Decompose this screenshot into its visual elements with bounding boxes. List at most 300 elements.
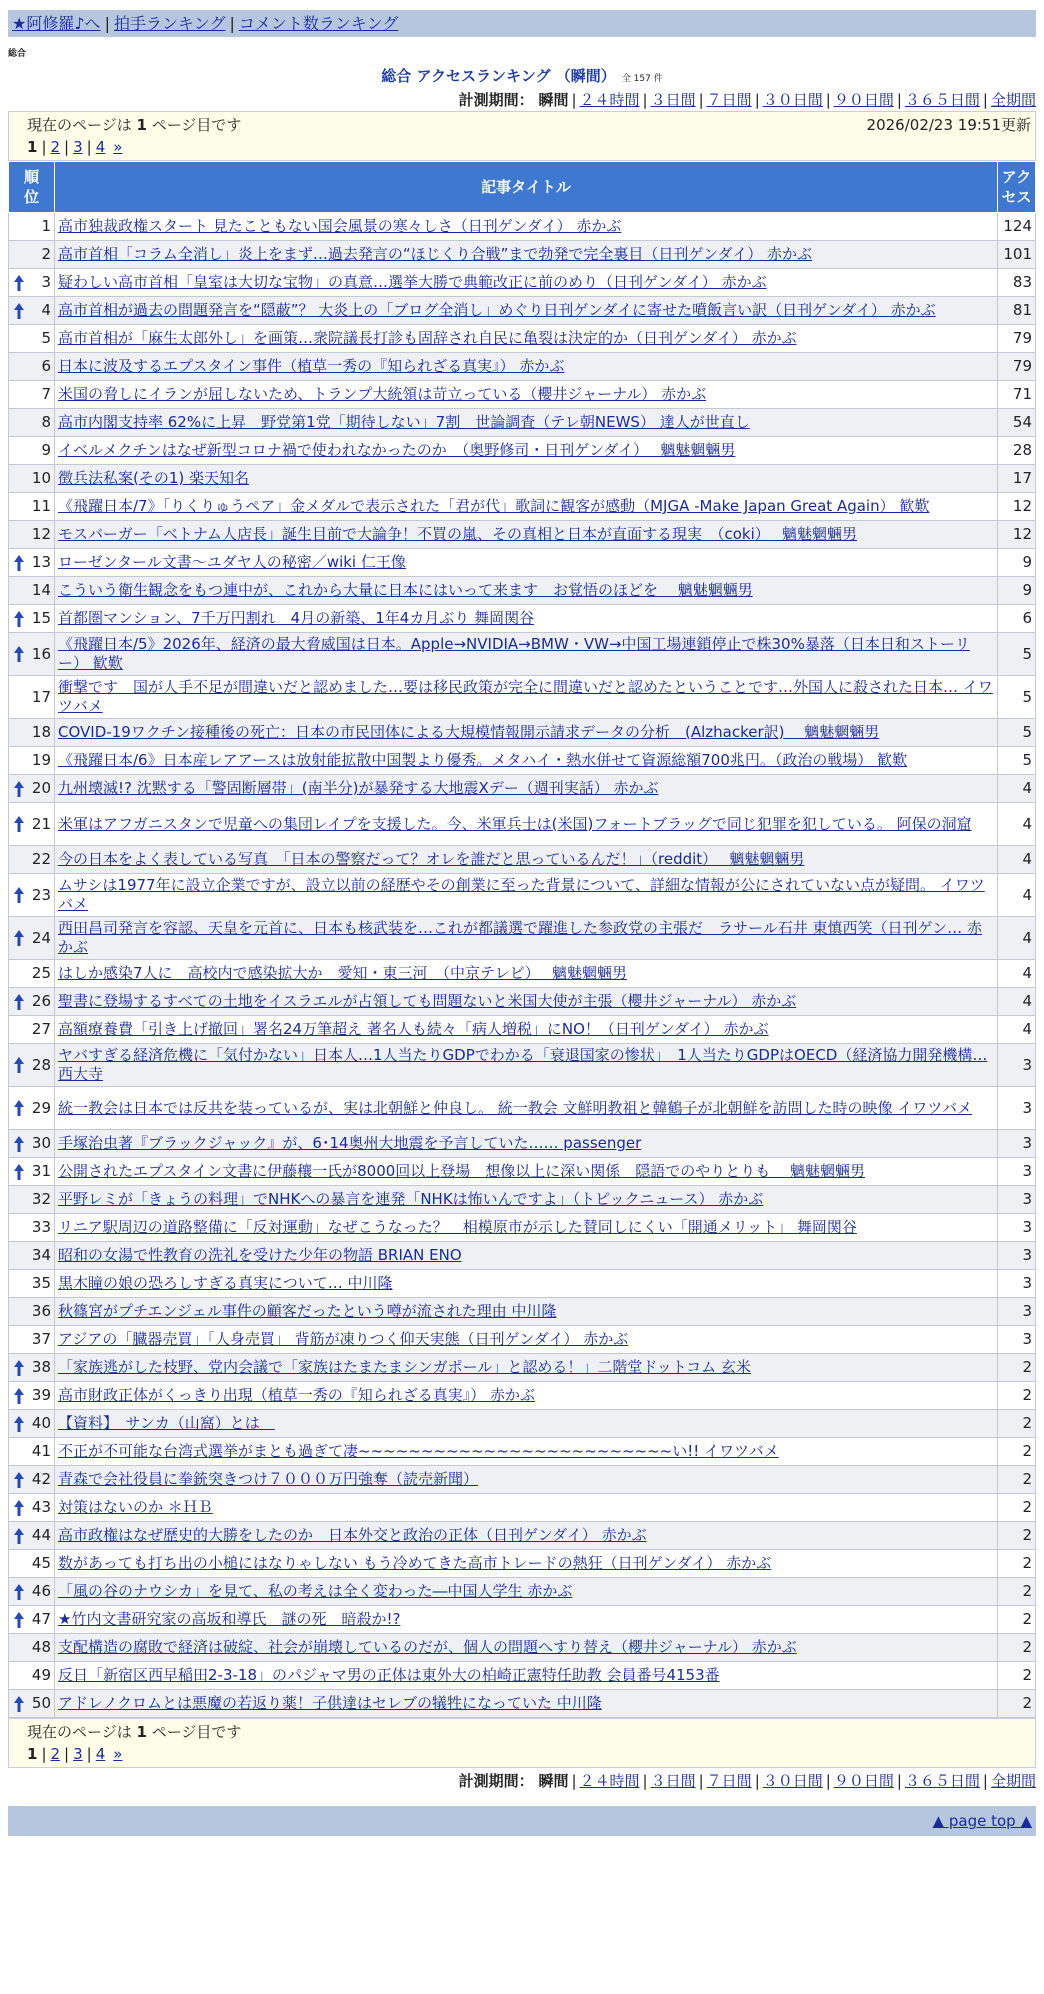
period-current: 瞬間	[538, 91, 569, 109]
table-row	[9, 1606, 1036, 1634]
rank-cell	[9, 917, 55, 960]
title-cell	[55, 960, 998, 988]
table-row	[9, 381, 1036, 409]
article-title-link[interactable]: 手塚治虫著『ブラックジャック』が、6･14奥州大地震を予言していた…… passenger	[58, 1134, 642, 1152]
table-row	[9, 1690, 1036, 1718]
access-count: 2	[998, 1522, 1036, 1550]
article-title-link[interactable]: 《飛躍日本/7》「りくりゅうペア」金メダルで表示された「君が代」歌詞に観客が感動（MJGA -Make Japan Great Again） 歓歎	[58, 497, 930, 515]
rank-number: 8	[41, 413, 51, 431]
title-cell	[55, 1438, 998, 1466]
rank-up-arrow-icon	[13, 780, 25, 798]
rank-cell	[9, 381, 55, 409]
rank-number: 44	[31, 1526, 51, 1544]
article-title-link[interactable]: 高市独裁政権スタート 見たこともない国会風景の寒々しさ（日刊ゲンダイ） 赤かぶ	[58, 217, 622, 235]
table-row	[9, 605, 1036, 633]
page-top-link[interactable]: ▲ page top ▲	[932, 1812, 1032, 1830]
article-title-link[interactable]: 高市政権はなぜ歴史的大勝をしたのか 日本外交と政治の正体（日刊ゲンダイ） 赤かぶ	[58, 1526, 647, 1544]
rank-number: 6	[41, 357, 51, 375]
access-count: 79	[998, 353, 1036, 381]
title-cell	[55, 1494, 998, 1522]
article-title-link[interactable]: 数があっても打ち出の小槌にはなりゃしない もう冷めてきた高市トレードの熱狂（日刊ゲンダイ） 赤かぶ	[58, 1554, 772, 1572]
article-title-link[interactable]: 高市財政正体がくっきり出現（植草一秀の『知られざる真実』） 赤かぶ	[58, 1386, 535, 1404]
title-cell	[55, 803, 998, 846]
table-row	[9, 297, 1036, 325]
rank-cell	[9, 1494, 55, 1522]
article-title-link[interactable]: こういう衛生観念をもつ連中が、これから大量に日本にはいって来ます お覚悟のほどを 魑魅魍魎男	[58, 581, 753, 599]
article-title-link[interactable]: 【資料】 サンカ（山窩）とは	[58, 1414, 275, 1432]
rank-number: 37	[31, 1330, 51, 1348]
access-count: 2	[998, 1354, 1036, 1382]
page-link-4[interactable]: 4	[95, 1745, 106, 1763]
rank-number: 5	[41, 329, 51, 347]
access-count: 2	[998, 1578, 1036, 1606]
title-cell	[55, 1270, 998, 1298]
access-count: 3	[998, 1158, 1036, 1186]
rank-cell	[9, 1130, 55, 1158]
title-cell	[55, 605, 998, 633]
rank-up-arrow-icon	[13, 1387, 25, 1405]
rank-up-arrow-icon	[13, 610, 25, 628]
article-title-link[interactable]: 日本に波及するエプスタイン事件（植草一秀の『知られざる真実』） 赤かぶ	[58, 357, 565, 375]
table-row	[9, 1382, 1036, 1410]
article-title-link[interactable]: 高市首相が過去の問題発言を“隠蔽”？ 大炎上の「ブログ全消し」めぐり日刊ゲンダイに寄せた噴飯言い訳（日刊ゲンダイ） 赤かぶ	[58, 301, 936, 319]
rank-number: 23	[31, 885, 51, 904]
table-row	[9, 549, 1036, 577]
rank-up-arrow-icon	[13, 993, 25, 1011]
access-count: 12	[998, 493, 1036, 521]
page-current: 1	[27, 1745, 38, 1763]
rank-cell	[9, 1606, 55, 1634]
access-count: 6	[998, 605, 1036, 633]
article-title-link[interactable]: 首都圏マンション、7千万円割れ 4月の新築、1年4カ月ぶり 舞岡関谷	[58, 609, 535, 627]
ranking-table-body	[9, 213, 1036, 1718]
article-title-link[interactable]: 青森で会社役員に拳銃突きつけ７０００万円強奪（読売新聞）	[58, 1470, 479, 1488]
access-count: 4	[998, 846, 1036, 874]
access-count: 71	[998, 381, 1036, 409]
title-cell	[55, 917, 998, 960]
rank-cell	[9, 1270, 55, 1298]
table-row	[9, 1354, 1036, 1382]
table-row	[9, 1578, 1036, 1606]
article-title-link[interactable]: 衝撃です 国が人手不足が間違いだと認めました…要は移民政策が完全に間違いだと認めたということです…外国人に殺された日本… イワツバメ	[58, 678, 993, 715]
title-cell	[55, 1522, 998, 1550]
rank-cell	[9, 437, 55, 465]
rank-up-arrow-icon	[13, 1471, 25, 1489]
rank-up-arrow-icon	[13, 929, 25, 947]
rank-number: 41	[31, 1442, 51, 1460]
rank-number: 24	[31, 928, 51, 947]
title-cell	[55, 1690, 998, 1718]
rank-cell	[9, 633, 55, 676]
table-row	[9, 1466, 1036, 1494]
article-title-link[interactable]: 今の日本をよく表している写真 「日本の警察だって？オレを誰だと思っているんだ！」（reddit） 魑魅魍魎男	[58, 850, 805, 868]
article-title-link[interactable]: 平野レミが「きょうの料理」でNHKへの暴言を連発「NHKは怖いんですよ」（トピックニュース） 赤かぶ	[58, 1190, 764, 1208]
rank-number: 18	[31, 723, 51, 741]
page-link-3[interactable]: 3	[73, 1745, 83, 1763]
table-row	[9, 1044, 1036, 1087]
table-row	[9, 213, 1036, 241]
nav-separator: |	[104, 14, 110, 33]
rank-number: 16	[31, 644, 51, 663]
rank-number: 1	[41, 217, 51, 235]
page-link-2[interactable]: 2	[50, 1745, 61, 1763]
access-count: 54	[998, 409, 1036, 437]
rank-up-arrow-icon	[13, 645, 25, 663]
access-count: 2	[998, 1662, 1036, 1690]
article-title-link[interactable]: 高市首相「コラム全消し」炎上をまず…過去発言の“ほじくり合戦”まで勃発で完全裏目（日刊ゲンダイ） 赤かぶ	[58, 245, 812, 263]
article-title-link[interactable]: 「家族逃がした枝野、党内会議で「家族はたまたまシンガポール」と認める！」二階堂ドットコム 玄米	[58, 1358, 751, 1376]
title-cell	[55, 1158, 998, 1186]
rank-up-arrow-icon	[13, 1056, 25, 1074]
title-cell	[55, 1606, 998, 1634]
access-count: 2	[998, 1438, 1036, 1466]
access-count: 3	[998, 1214, 1036, 1242]
page-link-2[interactable]: 2	[50, 138, 61, 156]
table-row	[9, 241, 1036, 269]
page-header	[8, 65, 1036, 87]
title-cell	[55, 297, 998, 325]
access-count: 124	[998, 213, 1036, 241]
title-cell	[55, 1044, 998, 1087]
table-row	[9, 493, 1036, 521]
rank-cell	[9, 325, 55, 353]
article-title-link[interactable]: アドレノクロムとは悪魔の若返り薬！子供達はセレブの犠牲になっていた 中川隆	[58, 1694, 602, 1712]
access-count: 3	[998, 1130, 1036, 1158]
rank-cell	[9, 549, 55, 577]
article-title-link[interactable]: イベルメクチンはなぜ新型コロナ禍で使われなかったのか （奥野修司・日刊ゲンダイ） 魑魅魍魎男	[58, 441, 736, 459]
table-row	[9, 1634, 1036, 1662]
rank-cell	[9, 269, 55, 297]
period-label: 計測期間：	[458, 1772, 534, 1790]
rank-cell	[9, 1242, 55, 1270]
article-title-link[interactable]: 昭和の女湯で性教育の洗礼を受けた少年の物語 BRIAN ENO	[58, 1246, 462, 1264]
article-title-link[interactable]: リニア駅周辺の道路整備に「反対運動」なぜこうなった？ 相模原市が示した賛同しにくい「開通メリット」 舞岡関谷	[58, 1218, 857, 1236]
article-title-link[interactable]: 九州壊滅!? 沈黙する「警固断層帯」(南半分)が暴発する大地震Xデー（週刊実話） 赤かぶ	[58, 779, 659, 797]
rank-number: 27	[31, 1020, 51, 1038]
rank-up-arrow-icon	[13, 1135, 25, 1153]
rank-cell	[9, 1634, 55, 1662]
article-title-link[interactable]: 聖書に登場するすべての土地をイスラエルが占領しても問題ないと米国大使が主張（櫻井ジャーナル） 赤かぶ	[58, 992, 797, 1010]
article-title-link[interactable]: ヤバすぎる経済危機に「気付かない」日本人…1人当たりGDPでわかる「衰退国家の惨状」 1人当たりGDPはOECD（経済協力開発機構… 西大寺	[58, 1046, 988, 1083]
rank-number: 9	[41, 441, 51, 459]
table-header-row	[9, 162, 1036, 213]
column-header-access: アクセス	[998, 162, 1036, 213]
article-title-link[interactable]: 《飛躍日本/5》2026年、経済の最大脅威国は日本。Apple→NVIDIA→BMW・VW→中国工場連鎖停止で株30%暴落（日本日和ストーリー） 歓歎	[58, 635, 970, 672]
rank-number: 31	[31, 1162, 51, 1180]
access-count: 9	[998, 577, 1036, 605]
rank-up-arrow-icon	[13, 1163, 25, 1181]
rank-up-arrow-icon	[13, 274, 25, 292]
access-count: 5	[998, 676, 1036, 719]
rank-cell	[9, 1690, 55, 1718]
period-link-24h[interactable]: ２４時間	[579, 1772, 640, 1790]
title-cell	[55, 1326, 998, 1354]
access-count: 4	[998, 775, 1036, 803]
table-row	[9, 437, 1036, 465]
table-row	[9, 1016, 1036, 1044]
table-row	[9, 846, 1036, 874]
article-title-link[interactable]: 《飛躍日本/6》日本産レアアースは放射能拡散中国製より優秀。メタハイ・熱水併せて資源総額700兆円。（政治の戦場） 歓歎	[58, 751, 908, 769]
article-title-link[interactable]: 対策はないのか ＊ＨＢ	[58, 1498, 213, 1516]
rank-cell	[9, 1578, 55, 1606]
rank-number: 45	[31, 1554, 51, 1572]
rank-cell	[9, 1354, 55, 1382]
article-title-link[interactable]: 黒木瞳の娘の恐ろしすぎる真実について… 中川隆	[58, 1274, 393, 1292]
page-link-4[interactable]: 4	[95, 138, 106, 156]
article-title-link[interactable]: 高市首相が「麻生太郎外し」を画策…衆院議長打診も固辞され自民に亀裂は決定的か（日刊ゲンダイ） 赤かぶ	[58, 329, 797, 347]
period-link-all[interactable]: 全期間	[990, 1772, 1036, 1790]
title-cell	[55, 775, 998, 803]
rank-up-arrow-icon	[13, 1499, 25, 1517]
table-row	[9, 719, 1036, 747]
rank-number: 39	[31, 1386, 51, 1404]
period-link-24h[interactable]: ２４時間	[579, 91, 640, 109]
rank-cell	[9, 1044, 55, 1087]
article-title-link[interactable]: COVID-19ワクチン接種後の死亡：日本の市民団体による大規模情報開示請求データの分析 (Alzhacker訳) 魑魅魍魎男	[58, 723, 880, 741]
rank-number: 20	[31, 779, 51, 797]
column-header-title: 記事タイトル	[55, 162, 998, 213]
access-count: 3	[998, 1298, 1036, 1326]
article-title-link[interactable]: 秋篠宮がプチエンジェル事件の顧客だったという噂が流された理由 中川隆	[58, 1302, 557, 1320]
rank-cell	[9, 1214, 55, 1242]
rank-number: 50	[31, 1694, 51, 1712]
rank-up-arrow-icon	[13, 1695, 25, 1713]
rank-number: 4	[41, 301, 51, 319]
period-selector-top: 計測期間： 瞬間 | ２４時間 | ３日間 | ７日間 | ３０日間 | ９０日間 | ３６５日間 | 全期間	[458, 91, 1036, 109]
title-cell	[55, 465, 998, 493]
article-title-link[interactable]: アジアの「臓器売買」「人身売買」 背筋が凍りつく仰天実態（日刊ゲンダイ） 赤かぶ	[58, 1330, 629, 1348]
title-cell	[55, 1466, 998, 1494]
rank-number: 21	[31, 814, 51, 833]
article-title-link[interactable]: 西田昌司発言を容認、天皇を元首に、日本も核武装を…これが都議選で躍進した参政党の主張だ ラサール石井 東慎西笑（日刊ゲン… 赤かぶ	[58, 919, 982, 956]
rank-number: 15	[31, 609, 51, 627]
page-next-link[interactable]: »	[113, 138, 123, 156]
table-row	[9, 1130, 1036, 1158]
pagination-top: 1 | 2 | 3 | 4 »	[27, 138, 123, 156]
rank-number: 40	[31, 1414, 51, 1432]
title-cell	[55, 213, 998, 241]
table-row	[9, 1186, 1036, 1214]
page-title: 総合 アクセスランキング （瞬間）	[381, 67, 616, 85]
title-cell	[55, 1130, 998, 1158]
article-title-link[interactable]: 米国の脅しにイランが屈しないため、トランプ大統領は苛立っている（櫻井ジャーナル） 赤かぶ	[58, 385, 707, 403]
access-count: 4	[998, 874, 1036, 917]
rank-cell	[9, 465, 55, 493]
article-title-link[interactable]: 「風の谷のナウシカ」を見て、私の考えは全く変わった―中国人学生 赤かぶ	[58, 1582, 573, 1600]
nav-link-ashura[interactable]: ★阿修羅♪へ	[12, 14, 101, 33]
table-row	[9, 1522, 1036, 1550]
access-count: 2	[998, 1550, 1036, 1578]
access-count: 4	[998, 960, 1036, 988]
article-title-link[interactable]: 米軍はアフガニスタンで児童への集団レイプを支援した。今、米軍兵士は(米国)フォートブラッグで同じ犯罪を犯している。 阿保の洞窟	[58, 814, 972, 833]
article-title-link[interactable]: 反日「新宿区西早稲田2-3-18」のパジャマ男の正体は東外大の柏崎正憲特任助教 会員番号4153番	[58, 1666, 720, 1684]
table-row	[9, 1242, 1036, 1270]
updated-timestamp: 2026/02/23 19:51更新	[866, 116, 1031, 134]
rank-up-arrow-icon	[13, 1583, 25, 1601]
rank-number: 11	[31, 497, 51, 515]
period-link-7d[interactable]: ７日間	[706, 91, 752, 109]
title-cell	[55, 1242, 998, 1270]
table-row	[9, 465, 1036, 493]
table-row	[9, 409, 1036, 437]
rank-cell	[9, 1382, 55, 1410]
title-cell	[55, 1214, 998, 1242]
title-cell	[55, 409, 998, 437]
title-cell	[55, 353, 998, 381]
ranking-table	[8, 161, 1036, 1718]
rank-cell	[9, 676, 55, 719]
table-row	[9, 1158, 1036, 1186]
access-count: 2	[998, 1410, 1036, 1438]
access-count: 3	[998, 1326, 1036, 1354]
article-title-link[interactable]: 徴兵法私案(その1) 楽天知名	[58, 469, 250, 487]
title-cell	[55, 1634, 998, 1662]
access-count: 101	[998, 241, 1036, 269]
title-cell	[55, 1382, 998, 1410]
rank-cell	[9, 1087, 55, 1130]
rank-cell	[9, 1016, 55, 1044]
rank-number: 3	[41, 273, 51, 291]
table-row	[9, 1087, 1036, 1130]
article-title-link[interactable]: モスバーガー「ベトナム人店長」誕生目前で大論争！不買の嵐、その真相と日本が直面する現実 （coki） 魑魅魍魎男	[58, 525, 858, 543]
rank-cell	[9, 747, 55, 775]
page-next-link[interactable]: »	[113, 1745, 123, 1763]
rank-cell	[9, 1438, 55, 1466]
article-title-link[interactable]: 統一教会は日本では反共を装っているが、実は北朝鮮と仲良し。 統一教会 文鮮明教祖と韓鶴子が北朝鮮を訪問した時の映像 イワツバメ	[58, 1098, 973, 1117]
rank-up-arrow-icon	[13, 1359, 25, 1377]
article-title-link[interactable]: 高市内閣支持率 62%に上昇 野党第1党「期待しない」7割 世論調査（テレ朝NEWS） 達人が世直し	[58, 413, 750, 431]
table-row	[9, 1270, 1036, 1298]
access-count: 3	[998, 1087, 1036, 1130]
period-link-365d[interactable]: ３６５日間	[904, 1772, 980, 1790]
total-count: 全 157 件	[621, 74, 663, 84]
article-title-link[interactable]: はしか感染7人に 高校内で感染拡大か 愛知・東三河 （中京テレビ） 魑魅魍魎男	[58, 964, 628, 982]
footer-bar	[8, 1806, 1036, 1836]
access-count: 5	[998, 633, 1036, 676]
rank-number: 29	[31, 1098, 51, 1117]
article-title-link[interactable]: 疑わしい高市首相「皇室は大切な宝物」の真意…選挙大勝で典範改正に前のめり（日刊ゲンダイ） 赤かぶ	[58, 273, 767, 291]
period-link-30d[interactable]: ３０日間	[762, 1772, 823, 1790]
rank-number: 36	[31, 1302, 51, 1320]
article-title-link[interactable]: ローゼンタール文書～ユダヤ人の秘密／wiki 仁王像	[58, 553, 406, 571]
rank-cell	[9, 493, 55, 521]
title-cell	[55, 325, 998, 353]
rank-number: 19	[31, 751, 51, 769]
rank-number: 17	[31, 687, 51, 706]
page-info-bottom	[8, 1718, 1036, 1768]
article-title-link[interactable]: ★竹内文書研究家の高坂和導氏 謎の死 暗殺か!?	[58, 1610, 401, 1628]
article-title-link[interactable]: 高額療養費「引き上げ撤回」署名24万筆超え 著名人も続々「病人増税」にNO！（日刊ゲンダイ） 赤かぶ	[58, 1020, 769, 1038]
period-link-3d[interactable]: ３日間	[650, 91, 696, 109]
rank-cell	[9, 874, 55, 917]
rank-cell	[9, 988, 55, 1016]
page-link-3[interactable]: 3	[73, 138, 83, 156]
rank-cell	[9, 297, 55, 325]
period-link-90d[interactable]: ９０日間	[833, 91, 894, 109]
rank-number: 7	[41, 385, 51, 403]
page-info-top	[8, 111, 1036, 161]
table-row	[9, 1662, 1036, 1690]
title-cell	[55, 241, 998, 269]
table-row	[9, 1550, 1036, 1578]
period-link-365d[interactable]: ３６５日間	[904, 91, 980, 109]
period-current: 瞬間	[538, 1772, 569, 1790]
rank-cell	[9, 577, 55, 605]
period-link-30d[interactable]: ３０日間	[762, 91, 823, 109]
rank-cell	[9, 719, 55, 747]
period-selector-bottom: 計測期間： 瞬間 | ２４時間 | ３日間 | ７日間 | ３０日間 | ９０日間 | ３６５日間 | 全期間	[458, 1772, 1036, 1790]
rank-cell	[9, 1186, 55, 1214]
column-header-rank: 順位	[9, 162, 55, 213]
rank-number: 43	[31, 1498, 51, 1516]
table-row	[9, 775, 1036, 803]
title-cell	[55, 577, 998, 605]
period-link-7d[interactable]: ７日間	[706, 1772, 752, 1790]
rank-cell	[9, 1522, 55, 1550]
top-nav	[8, 10, 1036, 37]
title-cell	[55, 633, 998, 676]
title-cell	[55, 846, 998, 874]
rank-number: 32	[31, 1190, 51, 1208]
article-title-link[interactable]: 不正が不可能な台湾式選挙がまとも過ぎて凄~~~~~~~~~~~~~~~~~~~~~~~~~い!! イワツバメ	[58, 1442, 779, 1460]
period-link-all[interactable]: 全期間	[990, 91, 1036, 109]
title-cell	[55, 381, 998, 409]
rank-cell	[9, 1550, 55, 1578]
article-title-link[interactable]: ムサシは1977年に設立企業ですが、設立以前の経歴やその創業に至った背景について、詳細な情報が公にされていない点が疑問。 イワツバメ	[58, 876, 985, 913]
title-cell	[55, 493, 998, 521]
access-count: 5	[998, 719, 1036, 747]
rank-up-arrow-icon	[13, 1415, 25, 1433]
rank-cell	[9, 409, 55, 437]
table-row	[9, 577, 1036, 605]
rank-cell	[9, 846, 55, 874]
access-count: 9	[998, 549, 1036, 577]
title-cell	[55, 874, 998, 917]
table-row	[9, 353, 1036, 381]
access-count: 4	[998, 803, 1036, 846]
title-cell	[55, 1186, 998, 1214]
title-cell	[55, 988, 998, 1016]
access-count: 83	[998, 269, 1036, 297]
access-count: 4	[998, 988, 1036, 1016]
rank-cell	[9, 1298, 55, 1326]
title-cell	[55, 549, 998, 577]
rank-up-arrow-icon	[13, 1611, 25, 1629]
title-cell	[55, 1550, 998, 1578]
access-count: 2	[998, 1494, 1036, 1522]
table-row	[9, 633, 1036, 676]
table-row	[9, 874, 1036, 917]
table-row	[9, 1438, 1036, 1466]
title-cell	[55, 269, 998, 297]
rank-up-arrow-icon	[13, 1527, 25, 1545]
rank-number: 2	[41, 245, 51, 263]
table-row	[9, 269, 1036, 297]
period-link-3d[interactable]: ３日間	[650, 1772, 696, 1790]
access-count: 3	[998, 1186, 1036, 1214]
nav-link-applause-ranking[interactable]: 拍手ランキング	[113, 14, 226, 33]
title-cell	[55, 1410, 998, 1438]
nav-link-comment-ranking[interactable]: コメント数ランキング	[238, 14, 399, 33]
article-title-link[interactable]: 支配構造の腐敗で経済は破綻、社会が崩壊しているのだが、個人の問題へすり替え（櫻井ジャーナル） 赤かぶ	[58, 1638, 797, 1656]
title-cell	[55, 676, 998, 719]
table-row	[9, 917, 1036, 960]
rank-number: 13	[31, 553, 51, 571]
rank-number: 25	[31, 964, 51, 982]
rank-cell	[9, 775, 55, 803]
period-link-90d[interactable]: ９０日間	[833, 1772, 894, 1790]
article-title-link[interactable]: 公開されたエプスタイン文書に伊藤穰一氏が8000回以上登場 想像以上に深い関係 隠語でのやりとりも 魑魅魍魎男	[58, 1162, 866, 1180]
